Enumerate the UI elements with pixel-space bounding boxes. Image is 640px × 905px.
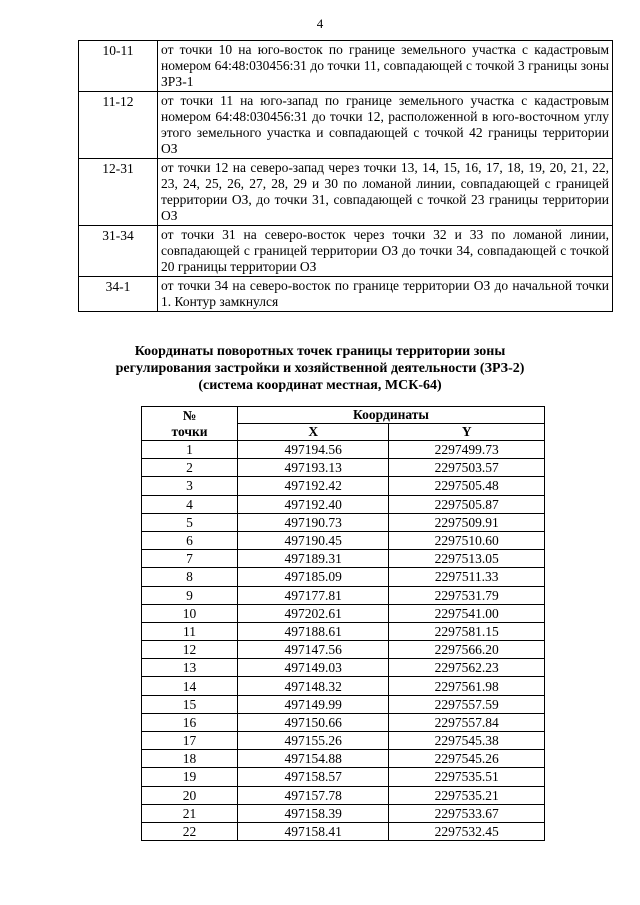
y-coordinate-cell: 2297505.48 bbox=[389, 477, 545, 495]
point-number-symbol: № bbox=[182, 407, 197, 423]
x-coordinate-cell: 497190.73 bbox=[238, 513, 389, 531]
x-coordinate-cell: 497147.56 bbox=[238, 641, 389, 659]
y-coordinate-cell: 2297545.26 bbox=[389, 750, 545, 768]
segment-id: 10-11 bbox=[79, 41, 158, 92]
segment-description: от точки 31 на северо-восток через точки 32 и 33 по ломаной линии, совпадающей с границей территории ОЗ до точки 34, совпадающей с точкой 20 границы территории ОЗ bbox=[158, 226, 613, 277]
x-coordinate-cell: 497158.41 bbox=[238, 822, 389, 840]
y-coordinate-cell: 2297535.21 bbox=[389, 786, 545, 804]
coordinates-table-header bbox=[142, 407, 545, 441]
x-coordinate-cell: 497154.88 bbox=[238, 750, 389, 768]
table-row bbox=[142, 750, 545, 768]
table-row bbox=[142, 732, 545, 750]
y-coordinate-cell: 2297499.73 bbox=[389, 441, 545, 459]
table-row bbox=[142, 822, 545, 840]
table-row bbox=[142, 677, 545, 695]
x-header: X bbox=[238, 424, 389, 441]
point-number-cell: 14 bbox=[142, 677, 238, 695]
table-row bbox=[142, 622, 545, 640]
y-coordinate-cell: 2297557.84 bbox=[389, 713, 545, 731]
table-row bbox=[142, 531, 545, 549]
table-row bbox=[142, 550, 545, 568]
x-coordinate-cell: 497185.09 bbox=[238, 568, 389, 586]
x-coordinate-cell: 497148.32 bbox=[238, 677, 389, 695]
point-number-cell: 5 bbox=[142, 513, 238, 531]
x-coordinate-cell: 497193.13 bbox=[238, 459, 389, 477]
point-number-label: точки bbox=[171, 423, 208, 439]
y-coordinate-cell: 2297545.38 bbox=[389, 732, 545, 750]
x-coordinate-cell: 497194.56 bbox=[238, 441, 389, 459]
x-coordinate-cell: 497192.42 bbox=[238, 477, 389, 495]
segment-description: от точки 11 на юго-запад по границе земельного участка с кадастровым номером 64:48:030456:31 до точки 12, расположенной в юго-восточном углу этого земельного участка и совпадающей с точкой 42 границы территории ОЗ bbox=[158, 92, 613, 159]
point-number-cell: 18 bbox=[142, 750, 238, 768]
point-number-header bbox=[142, 407, 238, 441]
point-number-cell: 11 bbox=[142, 622, 238, 640]
heading-line-1: Координаты поворотных точек границы территории зоны bbox=[134, 344, 506, 359]
x-coordinate-cell: 497149.03 bbox=[238, 659, 389, 677]
segment-row bbox=[79, 92, 613, 159]
point-number-cell: 9 bbox=[142, 586, 238, 604]
coordinates-table bbox=[141, 406, 545, 841]
y-coordinate-cell: 2297581.15 bbox=[389, 622, 545, 640]
x-coordinate-cell: 497189.31 bbox=[238, 550, 389, 568]
segment-row bbox=[79, 277, 613, 312]
table-row bbox=[142, 513, 545, 531]
y-coordinate-cell: 2297566.20 bbox=[389, 641, 545, 659]
table-row bbox=[142, 441, 545, 459]
coordinates-heading bbox=[0, 343, 640, 394]
point-number-cell: 8 bbox=[142, 568, 238, 586]
point-number-cell: 3 bbox=[142, 477, 238, 495]
point-number-cell: 1 bbox=[142, 441, 238, 459]
x-coordinate-cell: 497202.61 bbox=[238, 604, 389, 622]
y-coordinate-cell: 2297562.23 bbox=[389, 659, 545, 677]
segment-description: от точки 10 на юго-восток по границе земельного участка с кадастровым номером 64:48:030456:31 до точки 11, совпадающей с точкой 3 границы зоны ЗРЗ-1 bbox=[158, 41, 613, 92]
table-row bbox=[142, 495, 545, 513]
heading-line-2: регулирования застройки и хозяйственной деятельности (ЗРЗ-2) bbox=[115, 361, 525, 376]
x-coordinate-cell: 497188.61 bbox=[238, 622, 389, 640]
heading-line-3: (система координат местная, МСК-64) bbox=[198, 378, 442, 393]
table-row bbox=[142, 568, 545, 586]
segment-id: 12-31 bbox=[79, 159, 158, 226]
x-coordinate-cell: 497190.45 bbox=[238, 531, 389, 549]
coordinates-body bbox=[142, 441, 545, 841]
point-number-cell: 4 bbox=[142, 495, 238, 513]
table-row bbox=[142, 659, 545, 677]
point-number-cell: 7 bbox=[142, 550, 238, 568]
table-row bbox=[142, 604, 545, 622]
x-coordinate-cell: 497158.57 bbox=[238, 768, 389, 786]
coordinates-header: Координаты bbox=[238, 407, 545, 424]
table-row bbox=[142, 459, 545, 477]
point-number-cell: 19 bbox=[142, 768, 238, 786]
table-row bbox=[142, 477, 545, 495]
segment-row bbox=[79, 41, 613, 92]
table-row bbox=[142, 695, 545, 713]
y-coordinate-cell: 2297505.87 bbox=[389, 495, 545, 513]
x-coordinate-cell: 497158.39 bbox=[238, 804, 389, 822]
y-coordinate-cell: 2297511.33 bbox=[389, 568, 545, 586]
point-number-cell: 2 bbox=[142, 459, 238, 477]
segment-id: 34-1 bbox=[79, 277, 158, 312]
y-header: Y bbox=[389, 424, 545, 441]
point-number-cell: 21 bbox=[142, 804, 238, 822]
point-number-cell: 17 bbox=[142, 732, 238, 750]
y-coordinate-cell: 2297509.91 bbox=[389, 513, 545, 531]
segment-description: от точки 34 на северо-восток по границе территории ОЗ до начальной точки 1. Контур замкнулся bbox=[158, 277, 613, 312]
page-number: 4 bbox=[316, 16, 324, 31]
point-number-cell: 20 bbox=[142, 786, 238, 804]
segment-id: 31-34 bbox=[79, 226, 158, 277]
table-row bbox=[142, 804, 545, 822]
x-coordinate-cell: 497150.66 bbox=[238, 713, 389, 731]
segment-description: от точки 12 на северо-запад через точки 13, 14, 15, 16, 17, 18, 19, 20, 21, 22, 23, 24, 25, 26, 27, 28, 29 и 30 по ломаной линии, совпадающей с границей территории ОЗ, до точки 31, совпадающей с точкой 23 границы территории ОЗ bbox=[158, 159, 613, 226]
segment-row bbox=[79, 226, 613, 277]
y-coordinate-cell: 2297531.79 bbox=[389, 586, 545, 604]
point-number-cell: 15 bbox=[142, 695, 238, 713]
table-row bbox=[142, 786, 545, 804]
point-number-cell: 22 bbox=[142, 822, 238, 840]
point-number-cell: 6 bbox=[142, 531, 238, 549]
x-coordinate-cell: 497192.40 bbox=[238, 495, 389, 513]
table-row bbox=[142, 768, 545, 786]
table-row bbox=[142, 586, 545, 604]
y-coordinate-cell: 2297533.67 bbox=[389, 804, 545, 822]
x-coordinate-cell: 497177.81 bbox=[238, 586, 389, 604]
point-number-cell: 12 bbox=[142, 641, 238, 659]
point-number-cell: 10 bbox=[142, 604, 238, 622]
table-row bbox=[142, 641, 545, 659]
point-number-cell: 16 bbox=[142, 713, 238, 731]
y-coordinate-cell: 2297532.45 bbox=[389, 822, 545, 840]
y-coordinate-cell: 2297503.57 bbox=[389, 459, 545, 477]
y-coordinate-cell: 2297510.60 bbox=[389, 531, 545, 549]
y-coordinate-cell: 2297513.05 bbox=[389, 550, 545, 568]
table-row bbox=[142, 713, 545, 731]
segment-id: 11-12 bbox=[79, 92, 158, 159]
segment-row bbox=[79, 159, 613, 226]
y-coordinate-cell: 2297535.51 bbox=[389, 768, 545, 786]
point-number-cell: 13 bbox=[142, 659, 238, 677]
y-coordinate-cell: 2297557.59 bbox=[389, 695, 545, 713]
segments-body bbox=[79, 41, 613, 312]
x-coordinate-cell: 497155.26 bbox=[238, 732, 389, 750]
y-coordinate-cell: 2297561.98 bbox=[389, 677, 545, 695]
x-coordinate-cell: 497157.78 bbox=[238, 786, 389, 804]
x-coordinate-cell: 497149.99 bbox=[238, 695, 389, 713]
y-coordinate-cell: 2297541.00 bbox=[389, 604, 545, 622]
boundary-segments-table bbox=[78, 40, 613, 312]
